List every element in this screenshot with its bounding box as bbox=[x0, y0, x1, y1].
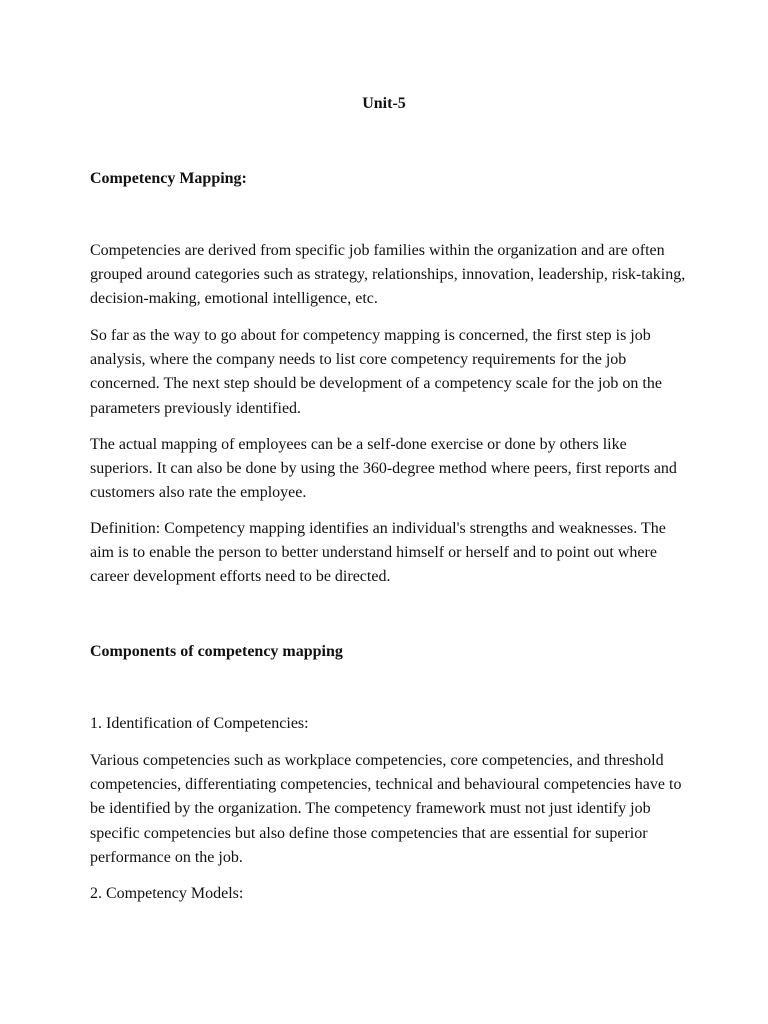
paragraph-actual-mapping: The actual mapping of employees can be a self-done exercise or done by others like superiors. It can also be done by using the 360-degree method where peers, first reports and customers also rate the employee. bbox=[90, 436, 677, 502]
item-competency-models-title: 2. Competency Models: bbox=[90, 885, 244, 902]
item-identification-text: Various competencies such as workplace competencies, core competencies, and threshold competencies, differentiating competencies, technical and behavioural competencies have to be identified by the organization. The competency framework must not just identify job specific competencies but also define those competencies that are essential for superior performance on the job. bbox=[90, 752, 682, 866]
unit-title: Unit-5 bbox=[362, 95, 406, 112]
paragraph-competencies-derived: Competencies are derived from specific job families within the organization and are often grouped around categories such as strategy, relationships, innovation, leadership, risk-taking, decision-making, emotional intelligence, etc. bbox=[90, 242, 686, 308]
item-identification-title: 1. Identification of Competencies: bbox=[90, 715, 309, 732]
competency-mapping-heading: Competency Mapping: bbox=[90, 170, 247, 187]
paragraph-definition: Definition: Competency mapping identifies an individual's strengths and weaknesses. The aim is to enable the person to better understand himself or herself and to point out where career development efforts need to be directed. bbox=[90, 520, 666, 586]
paragraph-job-analysis: So far as the way to go about for competency mapping is concerned, the first step is job analysis, where the company needs to list core competency requirements for the job concerned. The next step should be development of a competency scale for the job on the parameters previously identified. bbox=[90, 327, 662, 417]
components-heading: Components of competency mapping bbox=[90, 643, 343, 660]
